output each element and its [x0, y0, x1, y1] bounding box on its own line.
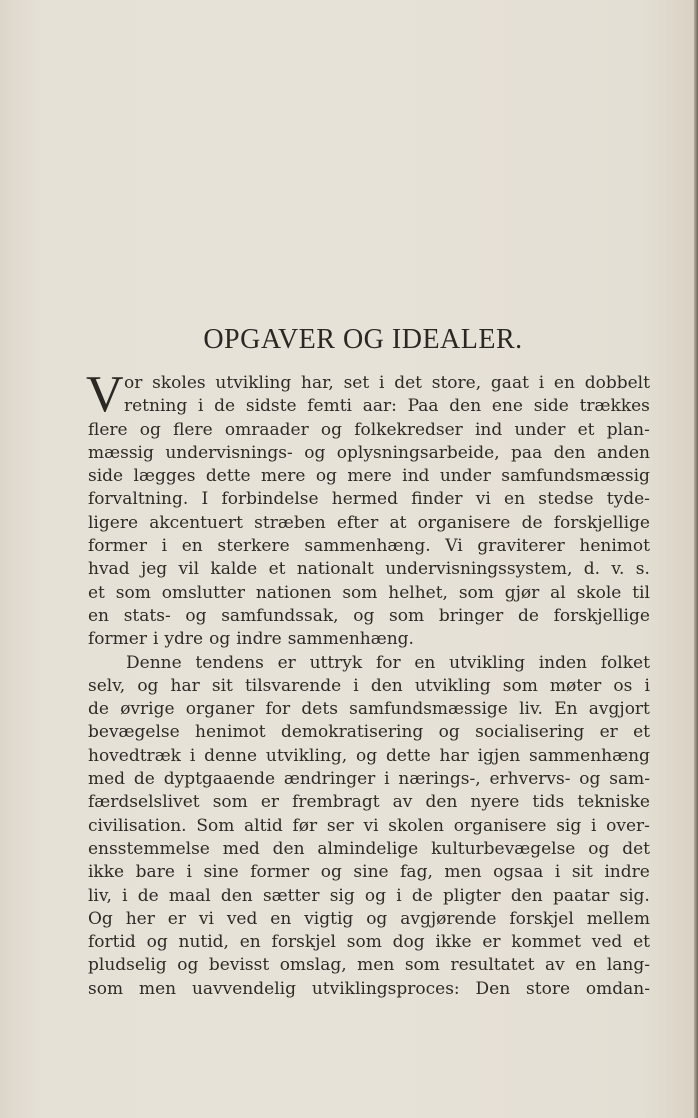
text-line: hovedtræk i denne utvikling, og dette har igjen sammenhæng — [88, 745, 650, 766]
text-line: former i ydre og indre sammenhæng. — [88, 629, 414, 650]
text-line: som men uavvendelig utviklingsproces: Den store omdan- — [88, 978, 650, 999]
text-line: forvaltning. I forbindelse hermed finder vi en stedse tyde- — [88, 489, 650, 510]
chapter-title: OPGAVER OG IDEALER. — [203, 324, 523, 355]
text-line: or skoles utvikling har, set i det store, gaat i en dobbelt — [124, 373, 650, 393]
text-line: hvad jeg vil kalde et nationalt undervisningssystem, d. v. s. — [88, 559, 650, 580]
text-line: retning i de sidste femti aar: Paa den ene side trækkes — [124, 396, 650, 417]
text-line: civilisation. Som altid før ser vi skolen organisere sig i over- — [88, 815, 650, 836]
text-line: med de dyptgaaende ændringer i nærings-, erhvervs- og sam- — [88, 769, 650, 790]
text-line: flere og flere omraader og folkekredser ind under et plan- — [88, 419, 650, 440]
text-line: Og her er vi ved en vigtig og avgjørende forskjel mellem — [88, 908, 650, 929]
text-line: Denne tendens er uttryk for en utvikling inden folket — [126, 652, 650, 673]
text-line: en stats- og samfundssak, og som bringer de forskjellige — [88, 605, 650, 626]
text-line: liv, i de maal den sætter sig og i de pligter den paatar sig. — [88, 885, 650, 906]
text-line: selv, og har sit tilsvarende i den utvikling som møter os i — [88, 675, 650, 696]
drop-cap: V — [86, 366, 124, 423]
body-text — [86, 366, 650, 1001]
text-line: side lægges dette mere og mere ind under samfundsmæssig — [88, 466, 650, 487]
text-line: de øvrige organer for dets samfundsmæssige liv. En avgjort — [88, 699, 650, 720]
page-edge-shadow — [694, 0, 698, 1118]
text-line: ikke bare i sine former og sine fag, men ogsaa i sit indre — [88, 862, 650, 883]
text-line: former i en sterkere sammenhæng. Vi graviterer henimot — [88, 536, 650, 557]
text-line: pludselig og bevisst omslag, men som resultatet av en lang- — [88, 955, 650, 976]
text-line: mæssig undervisnings- og oplysningsarbeide, paa den anden — [88, 442, 650, 463]
text-line: bevægelse henimot demokratisering og socialisering er et — [88, 722, 650, 743]
text-line: fortid og nutid, en forskjel som dog ikke er kommet ved et — [88, 932, 650, 953]
text-line: færdselslivet som er frembragt av den nyere tids tekniske — [88, 792, 650, 813]
text-line: et som omslutter nationen som helhet, som gjør al skole til — [88, 582, 650, 603]
text-line: ensstemmelse med den almindelige kulturbevægelse og det — [88, 838, 650, 859]
text-line: ligere akcentuert stræben efter at organisere de forskjellige — [88, 512, 650, 533]
